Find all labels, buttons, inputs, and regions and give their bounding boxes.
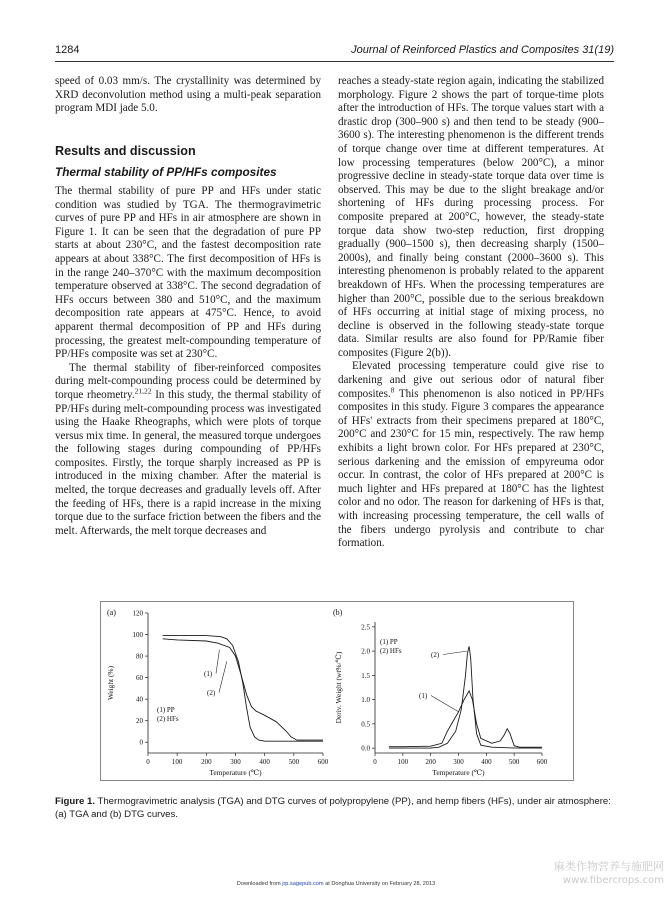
panel-a-x-tick-label: 400 bbox=[259, 758, 270, 766]
left-column-body bbox=[55, 185, 321, 538]
watermark-line-2: www.fibercrops.com bbox=[562, 875, 664, 886]
panel-a-x-tick-label: 600 bbox=[317, 758, 329, 766]
paragraph-right-2-text-a: Elevated processing temperature could give rise to darkening and give out serious odor of natural fiber composites. bbox=[338, 360, 604, 400]
panel-b-legend-entry: (2) HFs bbox=[380, 647, 402, 655]
panel-a-series-1-line bbox=[163, 636, 323, 742]
paragraph-left-2-text-b: In this study, the thermal stability of PP/HFs during melt-compounding process was investigated using the Haake Rheographs, which were plots of torque versus mix time. In general, the measured torque undergoes the following stages during compounding of PP/HFs composites. Firstly, the torque sharply increased as PP is introduced in the mixing chamber. After the material is melted, the torque decreases and gradually levels off. After the feeding of HFs, there is a rapid increase in the mixing torque due to the surface friction between the fibers and the melt. Afterwards, the melt torque decreases and bbox=[55, 388, 321, 537]
watermark bbox=[554, 860, 664, 888]
paragraph-left-1: The thermal stability of pure PP and HFs under static condition was studied by TGA. The thermogravimetric curves of pure PP and HFs in air atmosphere are shown in Figure 1. It can be seen that the degradation of pure PP starts at about 230°C, and the fastest decomposition rate appears at about 338°C. The first decomposition of HFs is in the range 240–370°C with the maximum decomposition temperature observed at 338°C. The second degradation of HFs occurs between 380 and 510°C, and the maximum decomposition rate appears at 475°C. Hence, to avoid apparent thermal decomposition of PP and HFs during processing, the greatest melt-compounding temperature of PP/HFs composite was set at 230°C. bbox=[55, 185, 321, 361]
paragraph-left-2 bbox=[55, 362, 321, 539]
figure-caption-text: Thermogravimetric analysis (TGA) and DTG curves of polypropylene (PP), and hemp fibers (HFs), under air atmosphere: (a) TGA and (b) DTG curves. bbox=[55, 796, 611, 820]
left-column-top bbox=[55, 75, 321, 116]
panel-b-annotation-leader bbox=[443, 651, 467, 654]
figure-caption-label: Figure 1. bbox=[55, 796, 95, 807]
page-number: 1284 bbox=[55, 44, 80, 56]
panel-a-y-axis-label: Weight (%) bbox=[106, 665, 115, 701]
reference-superscript[interactable]: 8 bbox=[390, 384, 395, 394]
panel-b-x-tick-label: 0 bbox=[373, 758, 377, 766]
panel-a-x-tick-label: 200 bbox=[201, 758, 212, 766]
panel-b-x-tick-label: 300 bbox=[453, 758, 464, 766]
paragraph-right-2-text-b: This phenomenon is also noticed in PP/HFs composites in this study. Figure 3 compares the appearance of HFs' extracts from their specimens prepared at 180°C, 200°C and 230°C for 15 min, respectively. The raw hemp exhibits a light brown color. For HFs prepared at 230°C, serious darkening and the emission of empyreuma odor occur. In contrast, the color of HFs prepared at 200°C is much lighter and HFs prepared at 180°C has the lightest color and no odor. The reason for darkening of HFs is that, with increasing processing temperature, the cell walls of the fibers undergo pyrolysis and contribute to char formation. bbox=[338, 387, 604, 550]
panel-a-x-tick-label: 500 bbox=[288, 758, 300, 766]
panel-b-series-2-line bbox=[389, 691, 542, 747]
panel-a-y-tick-label: 60 bbox=[136, 674, 143, 683]
panel-b-y-tick-label: 1.5 bbox=[361, 671, 370, 680]
footer-prefix: Downloaded from bbox=[236, 881, 283, 887]
footer-link[interactable]: jrp.sagepub.com bbox=[282, 881, 324, 887]
panel-b-x-tick-label: 100 bbox=[397, 758, 409, 766]
panel-b-annotation-leader bbox=[431, 696, 459, 712]
subsection-heading: Thermal stability of PP/HFs composites bbox=[55, 165, 277, 179]
panel-b-x-tick-label: 200 bbox=[425, 758, 436, 766]
panel-b-x-axis-label: Temperature (℃) bbox=[432, 768, 485, 777]
panel-b-legend-entry: (1) PP bbox=[380, 638, 398, 646]
panel-a-x-axis-label: Temperature (℃) bbox=[209, 768, 262, 777]
reference-superscript[interactable]: 21,22 bbox=[134, 386, 152, 396]
panel-b-y-tick-label: 0.0 bbox=[361, 744, 370, 753]
panel-b-y-tick-label: 2.5 bbox=[361, 623, 370, 632]
panel-b-annotation: (2) bbox=[431, 651, 440, 659]
panel-a-x-tick-label: 100 bbox=[171, 758, 183, 766]
figure-1-charts bbox=[101, 602, 573, 780]
panel-a-y-tick-label: 20 bbox=[136, 717, 143, 726]
panel-b-x-tick-label: 500 bbox=[508, 758, 520, 766]
right-column bbox=[338, 75, 604, 551]
paragraph-left-2-text-a: The thermal stability of fiber-reinforced composites during melt-compounding process could be determined by torque rheometry. bbox=[55, 361, 321, 401]
panel-a-label: (a) bbox=[107, 608, 116, 617]
panel-a-annotation-leader bbox=[216, 650, 219, 674]
figure-caption bbox=[55, 796, 615, 821]
panel-a-x-tick-label: 300 bbox=[230, 758, 241, 766]
panel-a-x-tick-label: 0 bbox=[146, 758, 150, 766]
panel-a-y-tick-label: 0 bbox=[139, 738, 143, 747]
section-heading: Results and discussion bbox=[55, 144, 196, 158]
panel-a-series-2-line bbox=[163, 639, 323, 740]
panel-a-legend-entry: (2) HFs bbox=[157, 715, 179, 723]
panel-a-annotation: (1) bbox=[204, 670, 213, 678]
panel-b-annotation: (1) bbox=[419, 692, 428, 700]
panel-a-annotation-leader bbox=[219, 661, 227, 692]
header-rule bbox=[55, 61, 614, 62]
paragraph-left-top: speed of 0.03 mm/s. The crystallinity was determined by XRD deconvolution method using a multi-peak separation program MDI jade 5.0. bbox=[55, 75, 321, 115]
panel-b-y-tick-label: 0.5 bbox=[361, 720, 370, 729]
panel-b-y-axis-label: Deriv. Weight (wt%/℃) bbox=[334, 651, 343, 724]
paragraph-right-2 bbox=[338, 360, 604, 550]
panel-a-legend-entry: (1) PP bbox=[157, 706, 175, 714]
panel-a-y-tick-label: 100 bbox=[132, 630, 143, 639]
watermark-line-1: 麻类作物营养与施肥网 bbox=[554, 860, 664, 873]
journal-header: Journal of Reinforced Plastics and Composites 31(19) bbox=[351, 44, 614, 56]
paragraph-right-1: reaches a steady-state region again, indicating the stabilized morphology. Figure 2 shows the part of torque-time plots after the introduction of HFs. The torque values start with a drastic drop (300–900 s) and then tend to be steady (900–3600 s). The interesting phenomenon is the different trends of torque change over time at different temperatures. At low processing temperatures (below 200°C), a minor progressive decline in steady-state torque data over time is observed. This may be due to the slight breakage and/or shortening of HFs during processing process. For composite prepared at 200°C, however, the steady-state torque data show two-step reduction, first dropping gradually (900–1500 s), then decreasing sharply (1500–2000s), and finally being constant (2000–3600 s). This interesting phenomenon is probably related to the apparent breakdown of HFs. When the processing temperatures are higher than 200°C, possible due to the serious breakdown of HFs occurring at initial stage of mixing process, no decline is observed in the following steady-state torque data. Similar results are also found for PP/Ramie fiber composites (Figure 2(b)). bbox=[338, 75, 604, 359]
panel-b-x-tick-label: 600 bbox=[536, 758, 548, 766]
panel-b-label: (b) bbox=[333, 608, 343, 617]
panel-a-y-tick-label: 40 bbox=[136, 695, 143, 704]
panel-a-annotation: (2) bbox=[207, 689, 216, 697]
panel-b-x-tick-label: 400 bbox=[481, 758, 492, 766]
figure-1 bbox=[100, 601, 574, 781]
panel-a-y-tick-label: 120 bbox=[132, 609, 143, 618]
panel-b-y-tick-label: 2.0 bbox=[361, 647, 370, 656]
panel-b-y-tick-label: 1.0 bbox=[361, 696, 370, 705]
panel-a-y-tick-label: 80 bbox=[136, 652, 143, 661]
footer-suffix: at Donghua University on February 28, 2013 bbox=[323, 881, 436, 887]
